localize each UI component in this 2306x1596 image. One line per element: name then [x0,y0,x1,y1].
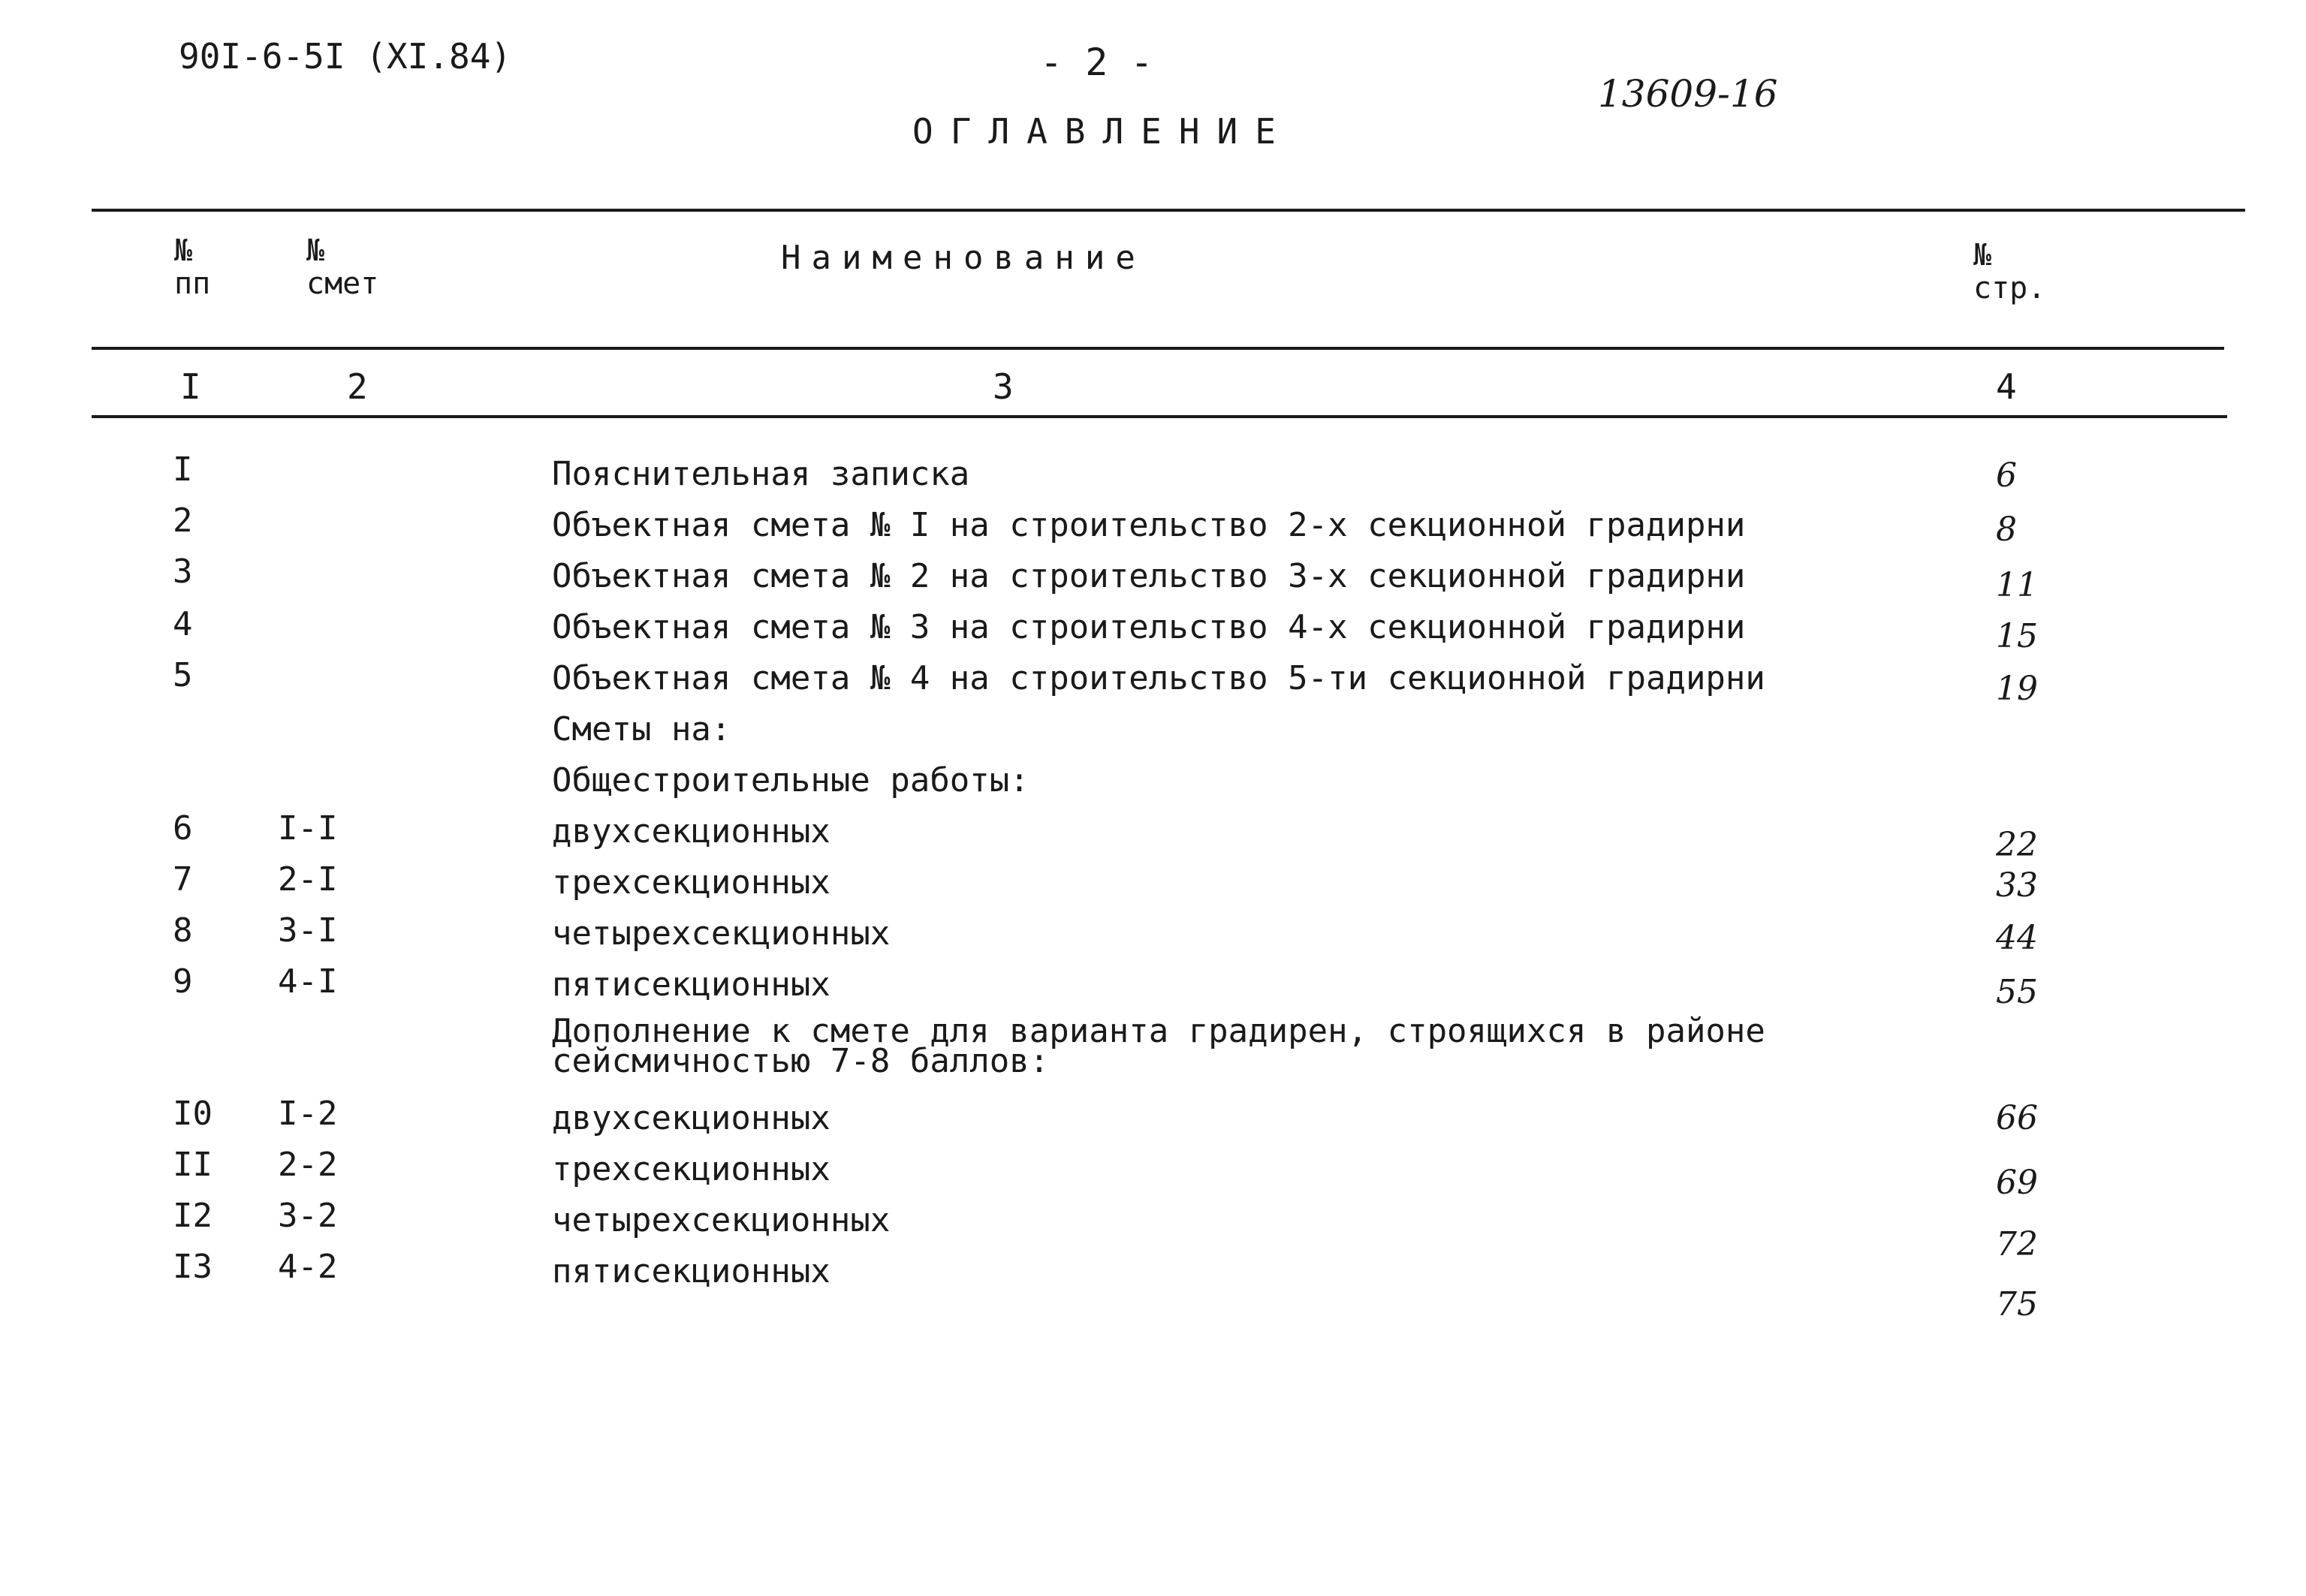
column-number-1: I [180,366,201,407]
row-8-number: 8 [173,911,193,950]
row-7-estimate: 2-I [278,860,338,899]
row-9-number: 9 [173,962,193,1001]
row-8-name: четырехсекционных [552,914,891,953]
section-general-construction: Общестроительные работы: [552,761,1029,800]
row-3-number: 3 [173,553,193,591]
row-12-number: I2 [173,1197,213,1235]
page-number: - 2 - [1040,41,1153,84]
table-header-rule [92,347,2224,350]
row-12-estimate: 3-2 [278,1197,338,1235]
row-9-estimate: 4-I [278,962,338,1001]
row-6-estimate: I-I [278,809,338,848]
row-2-page: 8 [1996,510,2017,549]
row-3-name: Объектная смета № 2 на строительство 3-х секционной градирни [552,557,1746,595]
header-page-line1: № [1973,238,1992,273]
row-10-page: 66 [1996,1099,2038,1137]
row-11-estimate: 2-2 [278,1146,338,1184]
row-4-page: 15 [1996,617,2038,655]
page-title: ОГЛАВЛЕНИЕ [912,111,1293,152]
row-13-page: 75 [1996,1285,2038,1323]
row-4-number: 4 [173,605,193,643]
header-row-number-line1: № [174,233,193,268]
row-6-name: двухсекционных [552,812,830,851]
header-estimate-number [306,234,378,300]
column-number-4: 4 [1996,366,2017,407]
row-9-name: пятисекционных [552,965,830,1004]
header-page-line2: стр. [1973,271,2046,306]
row-2-number: 2 [173,501,193,540]
row-1-page: 6 [1996,456,2017,495]
row-2-name: Объектная смета № I на строительство 2-х секционной градирни [552,506,1746,544]
row-10-number: I0 [173,1095,213,1133]
header-row-number-line2: пп [174,267,211,301]
row-11-page: 69 [1996,1164,2038,1202]
row-7-number: 7 [173,860,193,899]
row-13-name: пятисекционных [552,1252,830,1290]
row-10-estimate: I-2 [278,1095,338,1133]
row-6-page: 22 [1996,826,2038,864]
row-4-name: Объектная смета № 3 на строительство 4-х секционной градирни [552,608,1746,646]
section-estimates-for: Сметы на: [552,710,731,748]
row-7-page: 33 [1996,866,2038,905]
row-6-number: 6 [173,809,193,848]
row-8-estimate: 3-I [278,911,338,950]
column-number-3: 3 [993,366,1014,407]
document-code: 90I-6-5I (XI.84) [179,36,512,77]
row-3-page: 11 [1996,566,2038,604]
row-1-number: I [173,450,193,489]
header-estimate-number-line1: № [306,233,325,268]
table-top-rule [92,209,2245,212]
column-number-rule [92,415,2227,418]
header-estimate-number-line2: смет [306,267,379,301]
row-5-name: Объектная смета № 4 на строительство 5-ти секционной градирни [552,659,1765,697]
row-12-name: четырехсекционных [552,1201,891,1239]
archive-id: 13609-16 [1598,72,1778,116]
row-7-name: трехсекционных [552,863,830,902]
row-11-number: II [173,1146,213,1184]
row-5-page: 19 [1996,670,2038,708]
section-seismic-addition-line1: Дополнение к смете для варианта градирен, строящихся в районе [552,1012,1765,1050]
row-13-number: I3 [173,1248,213,1286]
row-1-name: Пояснительная записка [552,455,970,493]
section-seismic-addition-line2: сейсмичностью 7-8 баллов: [552,1042,1050,1080]
row-13-estimate: 4-2 [278,1248,338,1286]
header-name: Наименование [781,239,1146,277]
column-number-2: 2 [347,366,368,407]
section-seismic-addition [552,1012,1765,1080]
row-5-number: 5 [173,656,193,694]
row-8-page: 44 [1996,919,2038,957]
row-10-name: двухсекционных [552,1099,830,1137]
row-9-page: 55 [1996,973,2038,1011]
row-11-name: трехсекционных [552,1150,830,1188]
row-12-page: 72 [1996,1225,2038,1263]
header-row-number [174,234,210,300]
header-page [1973,239,2045,305]
